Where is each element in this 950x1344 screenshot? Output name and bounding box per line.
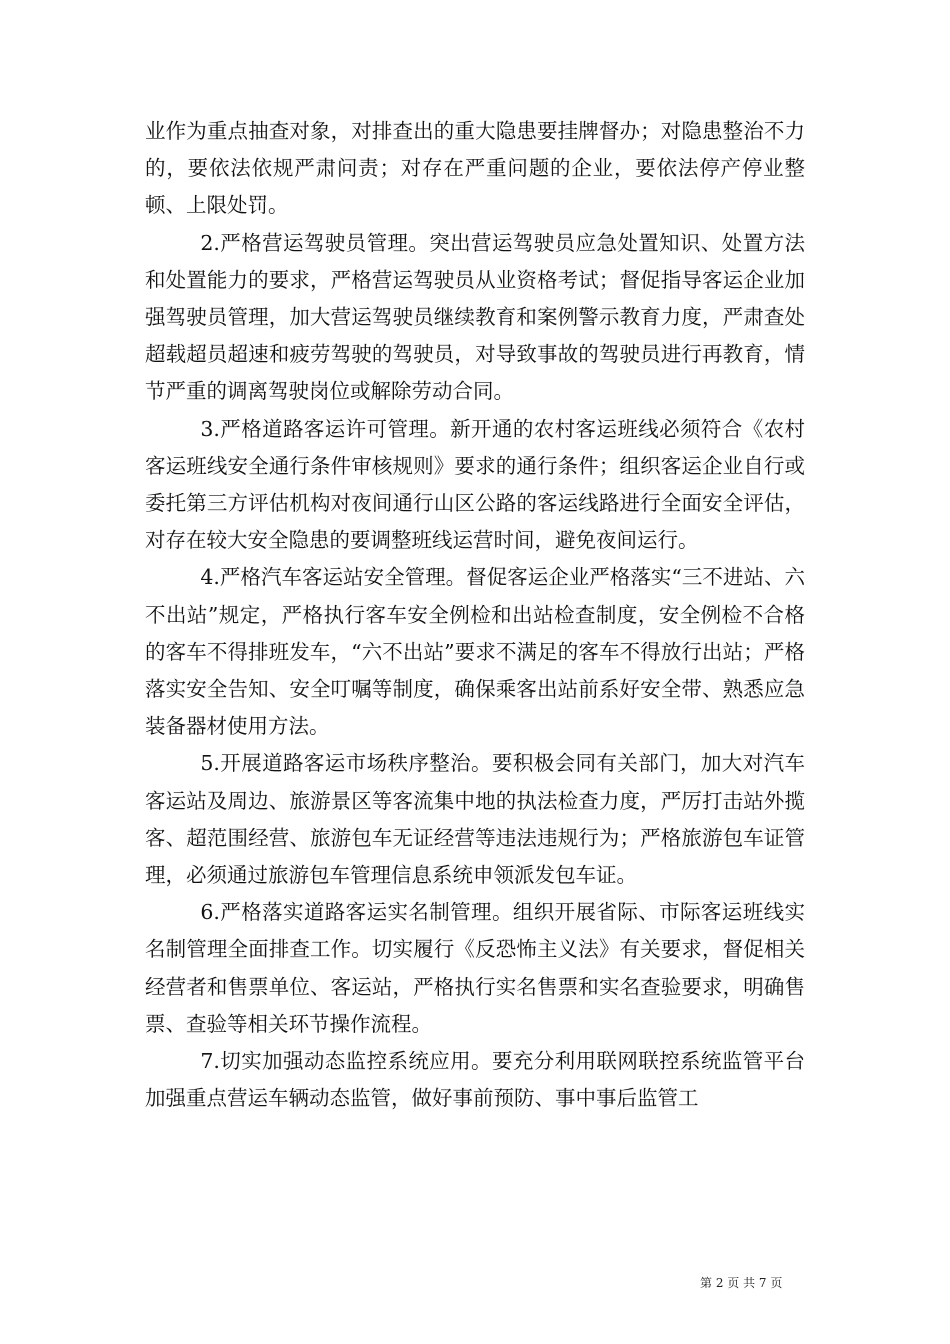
document-body xyxy=(145,113,805,1117)
page-number-footer: 第 2 页 共 7 页 xyxy=(700,1276,783,1290)
paragraph-item-6: 6.严格落实道路客运实名制管理。组织开展省际、市际客运班线实名制管理全面排查工作。切实履行《反恐怖主义法》有关要求，督促相关经营者和售票单位、客运站，严格执行实名售票和实名查验要求，明确售票、查验等相关环节操作流程。 xyxy=(145,900,805,1036)
paragraph-item-2: 2.严格营运驾驶员管理。突出营运驾驶员应急处置知识、处置方法和处置能力的要求，严格营运驾驶员从业资格考试；督促指导客运企业加强驾驶员管理，加大营运驾驶员继续教育和案例警示教育力度，严肃查处超载超员超速和疲劳驾驶的驾驶员，对导致事故的驾驶员进行再教育，情节严重的调离驾驶岗位或解除劳动合同。 xyxy=(145,230,805,404)
paragraph-continuation: 业作为重点抽查对象，对排查出的重大隐患要挂牌督办；对隐患整治不力的，要依法依规严肃问责；对存在严重问题的企业，要依法停产停业整顿、上限处罚。 xyxy=(145,119,805,218)
paragraph-item-3: 3.严格道路客运许可管理。新开通的农村客运班线必须符合《农村客运班线安全通行条件审核规则》要求的通行条件；组织客运企业自行或委托第三方评估机构对夜间通行山区公路的客运线路进行全面安全评估，对存在较大安全隐患的要调整班线运营时间，避免夜间运行。 xyxy=(145,416,805,553)
paragraph-item-7: 7.切实加强动态监控系统应用。要充分利用联网联控系统监管平台加强重点营运车辆动态监管，做好事前预防、事中事后监管工 xyxy=(145,1049,805,1111)
paragraph-item-4: 4.严格汽车客运站安全管理。督促客运企业严格落实“三不进站、六不出站”规定，严格执行客车安全例检和出站检查制度，安全例检不合格的客车不得排班发车，“六不出站”要求不满足的客车不得放行出站；严格落实安全告知、安全叮嘱等制度，确保乘客出站前系好安全带、熟悉应急装备器材使用方法。 xyxy=(145,565,805,739)
paragraph-item-5: 5.开展道路客运市场秩序整治。要积极会同有关部门，加大对汽车客运站及周边、旅游景区等客流集中地的执法检查力度，严厉打击站外揽客、超范围经营、旅游包车无证经营等违法违规行为；严格旅游包车证管理，必须通过旅游包车管理信息系统申领派发包车证。 xyxy=(145,751,805,888)
